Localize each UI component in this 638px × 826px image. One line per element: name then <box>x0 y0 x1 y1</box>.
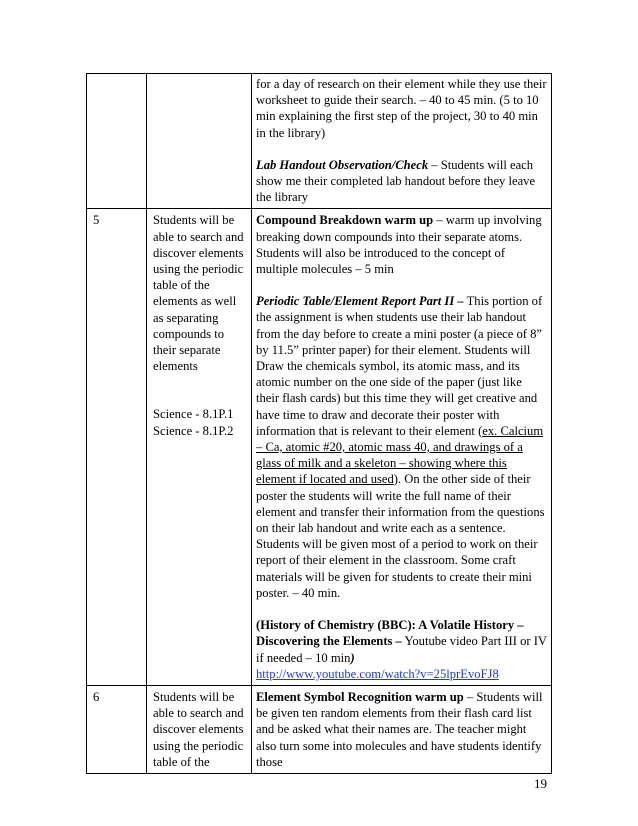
activity-underlined-text: ex. Calcium – Ca, atomic #20, atomic mass 40, and drawings of a glass of milk and a skeleton – showing where this element if located and used <box>256 423 544 487</box>
objective-text: Students will be able to search and discover elements using the periodic table of the elements as well as separating compounds to their separate elements <box>153 213 244 374</box>
activity-title: Lab Handout Observation/Check <box>256 157 429 172</box>
activity-text: – Students will be given ten random elements from their flash card list and be asked what their names are. The teacher might also turn some into molecules and have students identify those <box>256 689 543 769</box>
objective-cell <box>147 74 252 209</box>
day-cell: 6 <box>87 685 147 773</box>
video-link[interactable]: http://www.youtube.com/watch?v=25lprEvoFJ8 <box>256 666 499 681</box>
activity-text: Youtube video Part III or IV if needed – 10 min <box>256 634 547 665</box>
activity-text: – Students will each show me their completed lab handout before they leave the library <box>256 157 536 205</box>
activity-title: Element Symbol Recognition warm up <box>256 689 464 704</box>
day-cell: 5 <box>87 209 147 685</box>
activity-cell <box>252 685 552 773</box>
activity-paragraph: for a day of research on their element while they use their worksheet to guide their search. – 40 to 45 min. (5 to 10 min explaining the first step of the project, 30 to 40 min in the library) <box>256 77 547 140</box>
standard-label: Science - 8.1P.2 <box>153 423 234 438</box>
activity-paragraph <box>256 157 547 206</box>
day-cell <box>87 74 147 209</box>
activity-cell <box>252 74 552 209</box>
activity-text: ). On the other side of their poster the students will write the full name of their element and transfer their information from the questions on their lab handout and write each as a sentence. Students will be given most of a period to work on their report of their element in the classroom. Some craft materials will be given for students to create their mini poster. – 40 min. <box>256 472 545 600</box>
activity-text: – warm up involving breaking down compounds into their separate atoms. Students will also be introduced to the concept of multiple molecules – 5 min <box>256 213 542 277</box>
activity-paragraph <box>256 293 547 601</box>
activity-text: This portion of the assignment is when students use their lab handout from the day before to create a mini poster (a piece of 8” by 11.5” printer paper) for their element. Students will Draw the chemicals symbol, its atomic mass, and its atomic number on the one side of the paper (just like their flash cards) but this time they will get creative and have time to draw and decorate their poster with information that is relevant to their element ( <box>256 294 543 438</box>
activity-paragraph <box>256 689 547 770</box>
activity-paragraph <box>256 212 547 277</box>
table-row <box>87 209 552 685</box>
activity-text: ) <box>350 650 355 665</box>
table-row <box>87 685 552 773</box>
table-row <box>87 74 552 209</box>
page-number: 19 <box>534 776 547 791</box>
objective-text: Students will be able to search and discover elements using the periodic table of the <box>153 689 244 769</box>
objective-cell <box>147 209 252 685</box>
activity-title: Periodic Table/Element Report Part II – <box>256 294 464 309</box>
activity-title: (History of Chemistry (BBC): A Volatile History – Discovering the Elements – <box>256 618 524 649</box>
lesson-plan-table <box>86 73 552 774</box>
activity-title: Compound Breakdown warm up <box>256 213 434 228</box>
standard-label: Science - 8.1P.1 <box>153 407 234 422</box>
objective-cell <box>147 685 252 773</box>
activity-paragraph <box>256 617 547 666</box>
activity-cell <box>252 209 552 685</box>
activity-paragraph <box>256 666 547 682</box>
